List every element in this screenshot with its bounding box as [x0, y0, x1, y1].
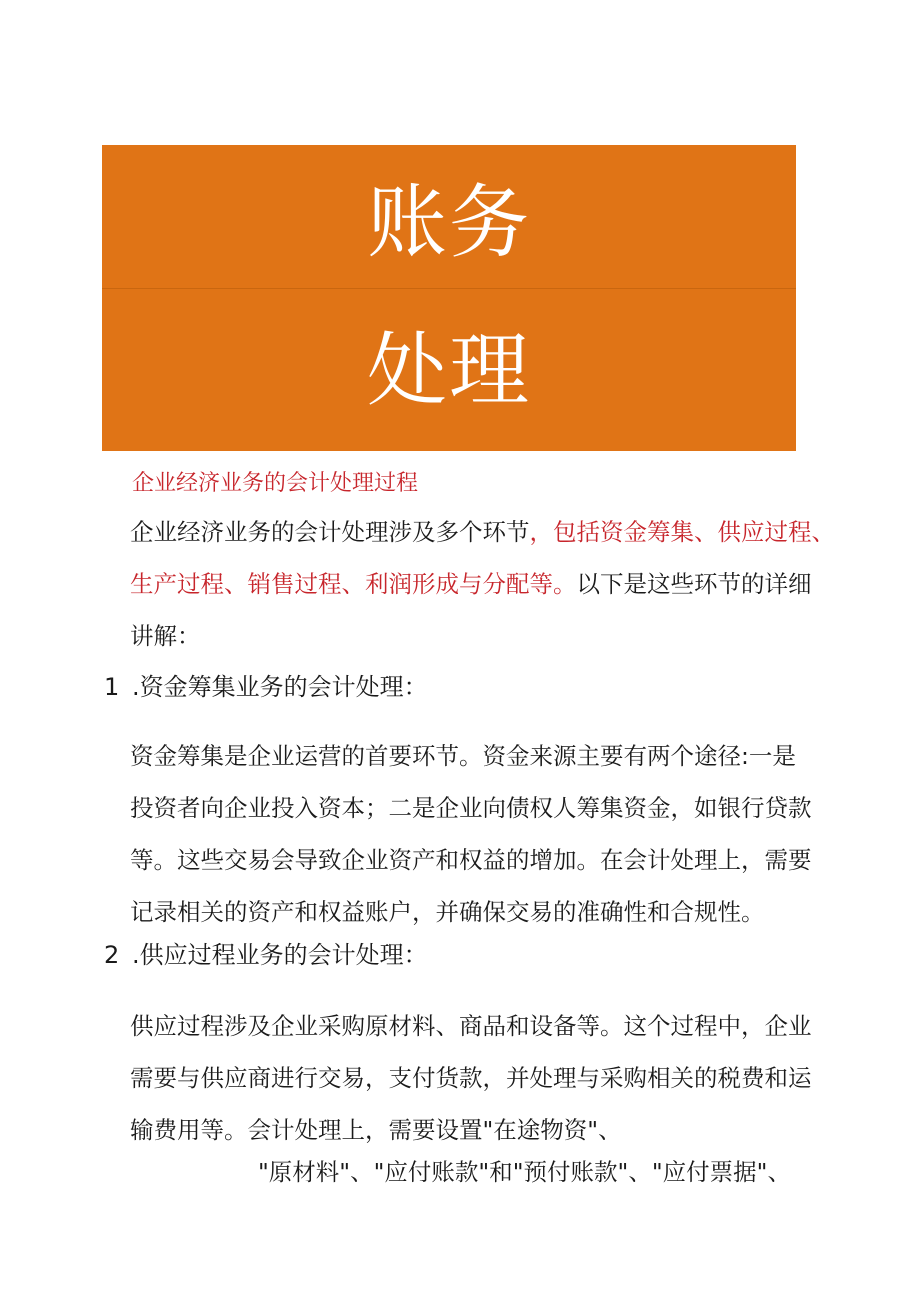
intro-line-3: 讲解： [130, 622, 201, 650]
section-1-line: 投资者向企业投入资本；二是企业向债权人筹集资金，如银行贷款 [130, 794, 812, 822]
intro-line-2-normal: 以下是这些环节的详细 [576, 570, 812, 598]
section-2-number: 2 [104, 941, 120, 969]
section-1-title: .资金筹集业务的会计处理： [132, 673, 428, 701]
section-2-line: 需要与供应商进行交易，支付货款，并处理与采购相关的税费和运 [130, 1064, 812, 1092]
title-banner [102, 145, 796, 451]
subtitle: 企业经济业务的会计处理过程 [132, 471, 419, 496]
intro-line-1-normal: 企业经济业务的会计处理涉及多个环节 [130, 518, 530, 546]
banner-divider [102, 288, 796, 289]
section-2-continued-line: "原材料"、"应付账款"和"预付账款"、"应付票据"、 [258, 1158, 791, 1186]
section-1-line: 记录相关的资产和权益账户，并确保交易的准确性和合规性。 [130, 898, 765, 926]
intro-line-1-highlight: ，包括资金筹集、供应过程、 [529, 518, 835, 546]
intro-line-2-highlight: 生产过程、销售过程、利润形成与分配等。 [130, 570, 577, 598]
section-1-line: 等。这些交易会导致企业资产和权益的增加。在会计处理上，需要 [130, 846, 812, 874]
section-1-line: 资金筹集是企业运营的首要环节。资金来源主要有两个途径:一是 [130, 742, 796, 770]
intro-paragraph [130, 506, 835, 662]
intro-line-2 [130, 558, 812, 610]
intro-line-1 [130, 506, 835, 558]
section-1-heading [104, 672, 428, 702]
banner-title-line-1: 账务 [367, 176, 531, 269]
section-2-line: 供应过程涉及企业采购原材料、商品和设备等。这个过程中，企业 [130, 1012, 812, 1040]
section-2-line: 输费用等。会计处理上，需要设置"在途物资"、 [130, 1116, 622, 1144]
section-1-paragraph [130, 730, 812, 938]
banner-title-line-2: 处理 [367, 324, 531, 417]
section-2-paragraph [130, 1000, 812, 1156]
section-2-heading [104, 940, 428, 970]
section-1-number: 1 [104, 673, 120, 701]
section-2-title: .供应过程业务的会计处理： [132, 941, 428, 969]
